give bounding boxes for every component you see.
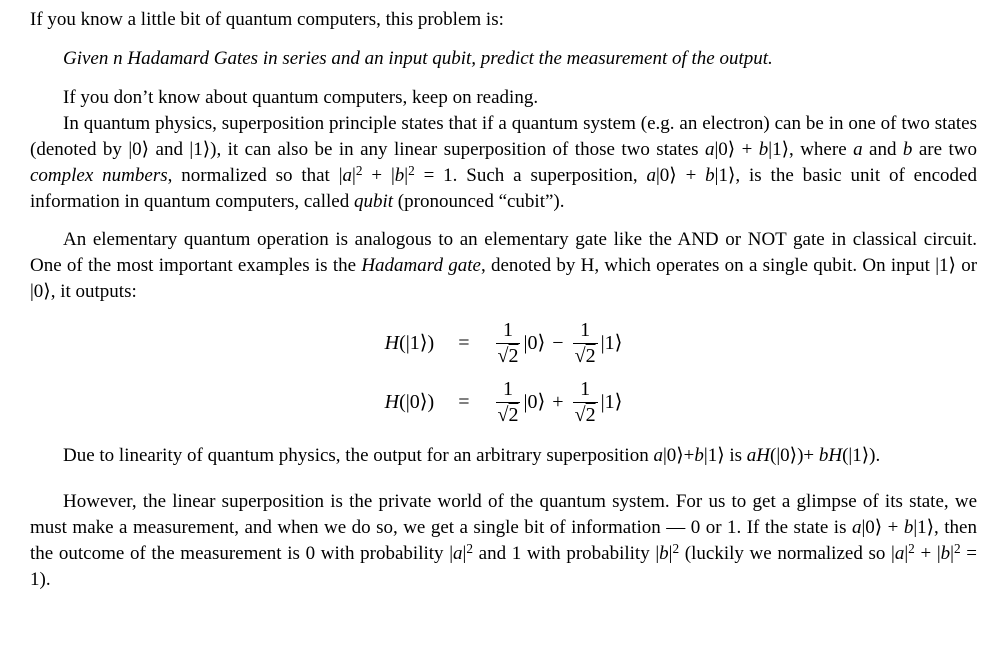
text-segment: | [404, 165, 409, 186]
text-segment: b [903, 517, 914, 538]
radicand: 2 [585, 345, 596, 367]
equation-lhs [385, 391, 435, 414]
text-segment: However, the linear superposition is the private world of the quantum system. For us to get a glimpse of its state, we must make a measurement, and when we do so, we get a single bit of information — 0 or 1. If the state is [30, 491, 977, 538]
text-segment: 2 [908, 541, 915, 557]
sqrt-sign: √ [497, 404, 509, 426]
sqrt-sign: √ [574, 345, 586, 367]
ket-one: |1⟩ [600, 391, 623, 413]
text-segment: If you know a little bit of quantum computers, this problem is: [30, 9, 504, 30]
fraction-denominator [496, 402, 521, 427]
text-segment: a [894, 543, 905, 564]
text-segment: |1⟩, where [768, 139, 854, 160]
text-segment: a [646, 165, 656, 186]
fraction-one-over-sqrt2 [496, 319, 521, 368]
text-segment: An elementary quantum operation is analogous to an elementary gate like the AND or NOT gate in classical circuit. One of the most important examples is the [30, 229, 977, 276]
text-segment: If you don’t know about quantum computers, keep on reading. [63, 87, 539, 108]
paragraph-measurement [30, 489, 977, 593]
sqrt-sign: √ [574, 404, 586, 426]
text-segment: b [694, 445, 704, 466]
text-segment: | [950, 543, 954, 564]
text-segment: b [705, 165, 715, 186]
radicand: 2 [508, 404, 519, 426]
text-segment: | [668, 543, 673, 564]
text-segment: |0⟩+ [662, 445, 695, 466]
text-segment: |1⟩, then the outcome of the measurement is 0 with probability | [30, 517, 977, 564]
fraction-one-over-sqrt2 [496, 378, 521, 427]
fraction-numerator: 1 [580, 319, 591, 341]
text-segment: |0⟩ + [861, 517, 904, 538]
fraction-denominator [496, 343, 521, 368]
text-segment: Due to linearity of quantum physics, the output for an arbitrary superposition [63, 445, 654, 466]
text-segment: (|0⟩) [399, 391, 435, 413]
text-segment: H [384, 332, 400, 354]
sqrt-sign: √ [497, 345, 509, 367]
fraction-numerator: 1 [502, 319, 513, 341]
text-segment: Given n Hadamard Gates in series and an input qubit, predict the measurement of the output. [63, 48, 773, 69]
text-segment: | [462, 543, 467, 564]
paragraph-intro [30, 7, 977, 33]
text-segment: 2 [355, 163, 363, 179]
text-segment: b [659, 543, 669, 564]
text-segment: a [453, 543, 463, 564]
fraction-denominator [573, 402, 598, 427]
equation-rhs [494, 319, 623, 368]
text-segment: bH [818, 445, 843, 466]
ket-zero: |0⟩ [523, 391, 546, 413]
text-segment: and 1 with probability | [472, 543, 660, 564]
equation-rhs [494, 378, 623, 427]
text-segment: (luckily we normalized so | [679, 543, 895, 564]
text-segment: (|0⟩)+ [770, 445, 819, 466]
text-segment: |1⟩ is [703, 445, 747, 466]
text-segment: (|1⟩) [399, 332, 435, 354]
equals-sign: = [458, 391, 470, 413]
radicand: 2 [585, 404, 596, 426]
equation-h-of-ket0 [385, 378, 623, 427]
text-segment: a [853, 139, 863, 160]
plus-operator: + [552, 391, 564, 413]
text-segment: Hadamard gate [361, 255, 481, 276]
text-segment: | [904, 543, 909, 564]
text-segment: 2 [953, 541, 961, 557]
text-segment: = 1. Such a superposition, [414, 165, 647, 186]
radicand: 2 [508, 345, 519, 367]
equation-h-of-ket1 [385, 319, 623, 368]
text-segment: 2 [408, 163, 415, 179]
text-segment: |0⟩ + [655, 165, 706, 186]
text-segment: a [851, 517, 862, 538]
text-segment: qubit [353, 191, 394, 212]
equals-sign: = [458, 332, 470, 354]
paragraph-linearity [30, 443, 977, 469]
text-segment: and [862, 139, 903, 160]
paragraph-hadamard-gate [30, 227, 977, 305]
equation-lhs [385, 332, 435, 355]
text-segment: , denoted by H, which operates on a single qubit. On input |1⟩ or |0⟩, it outputs: [30, 255, 978, 302]
text-segment: 2 [466, 541, 473, 557]
text-segment: a [653, 445, 663, 466]
text-segment: 2 [672, 541, 680, 557]
fraction-denominator [573, 343, 598, 368]
text-segment: a [704, 139, 715, 160]
text-segment: are two [912, 139, 977, 160]
text-segment: complex numbers [30, 165, 168, 186]
text-segment: aH [746, 445, 771, 466]
fraction-one-over-sqrt2 [573, 319, 598, 368]
text-segment: (pronounced “cubit”). [393, 191, 565, 212]
fraction-numerator: 1 [580, 378, 591, 400]
text-segment: b [940, 543, 951, 564]
text-segment: , normalized so that | [167, 165, 343, 186]
ket-zero: |0⟩ [523, 332, 546, 354]
text-segment: + | [914, 543, 941, 564]
problem-statement-quote [63, 46, 957, 72]
text-segment: (|1⟩). [842, 445, 881, 466]
text-segment: | [352, 165, 356, 186]
text-segment: + | [362, 165, 395, 186]
equation-block [385, 319, 623, 427]
text-segment: a [342, 165, 353, 186]
text-segment: |0⟩ + [714, 139, 759, 160]
minus-operator: − [552, 332, 564, 354]
fraction-numerator: 1 [502, 378, 513, 400]
text-segment: b [902, 139, 913, 160]
paragraph-superposition [30, 111, 977, 215]
ket-one: |1⟩ [600, 332, 623, 354]
text-segment: |1⟩, is the basic unit of encoded information in quantum computers, called [30, 165, 977, 212]
text-segment: H [384, 391, 400, 413]
text-segment: In quantum physics, superposition principle states that if a quantum system (e.g. an electron) can be in one of two states (denoted by |0⟩ and |1⟩), it can also be in any linear superposition of those two states [30, 113, 977, 160]
fraction-one-over-sqrt2 [573, 378, 598, 427]
text-segment: = 1). [30, 543, 977, 590]
paragraph-keep-reading [30, 85, 977, 111]
text-segment: b [394, 165, 405, 186]
text-segment: b [758, 139, 769, 160]
